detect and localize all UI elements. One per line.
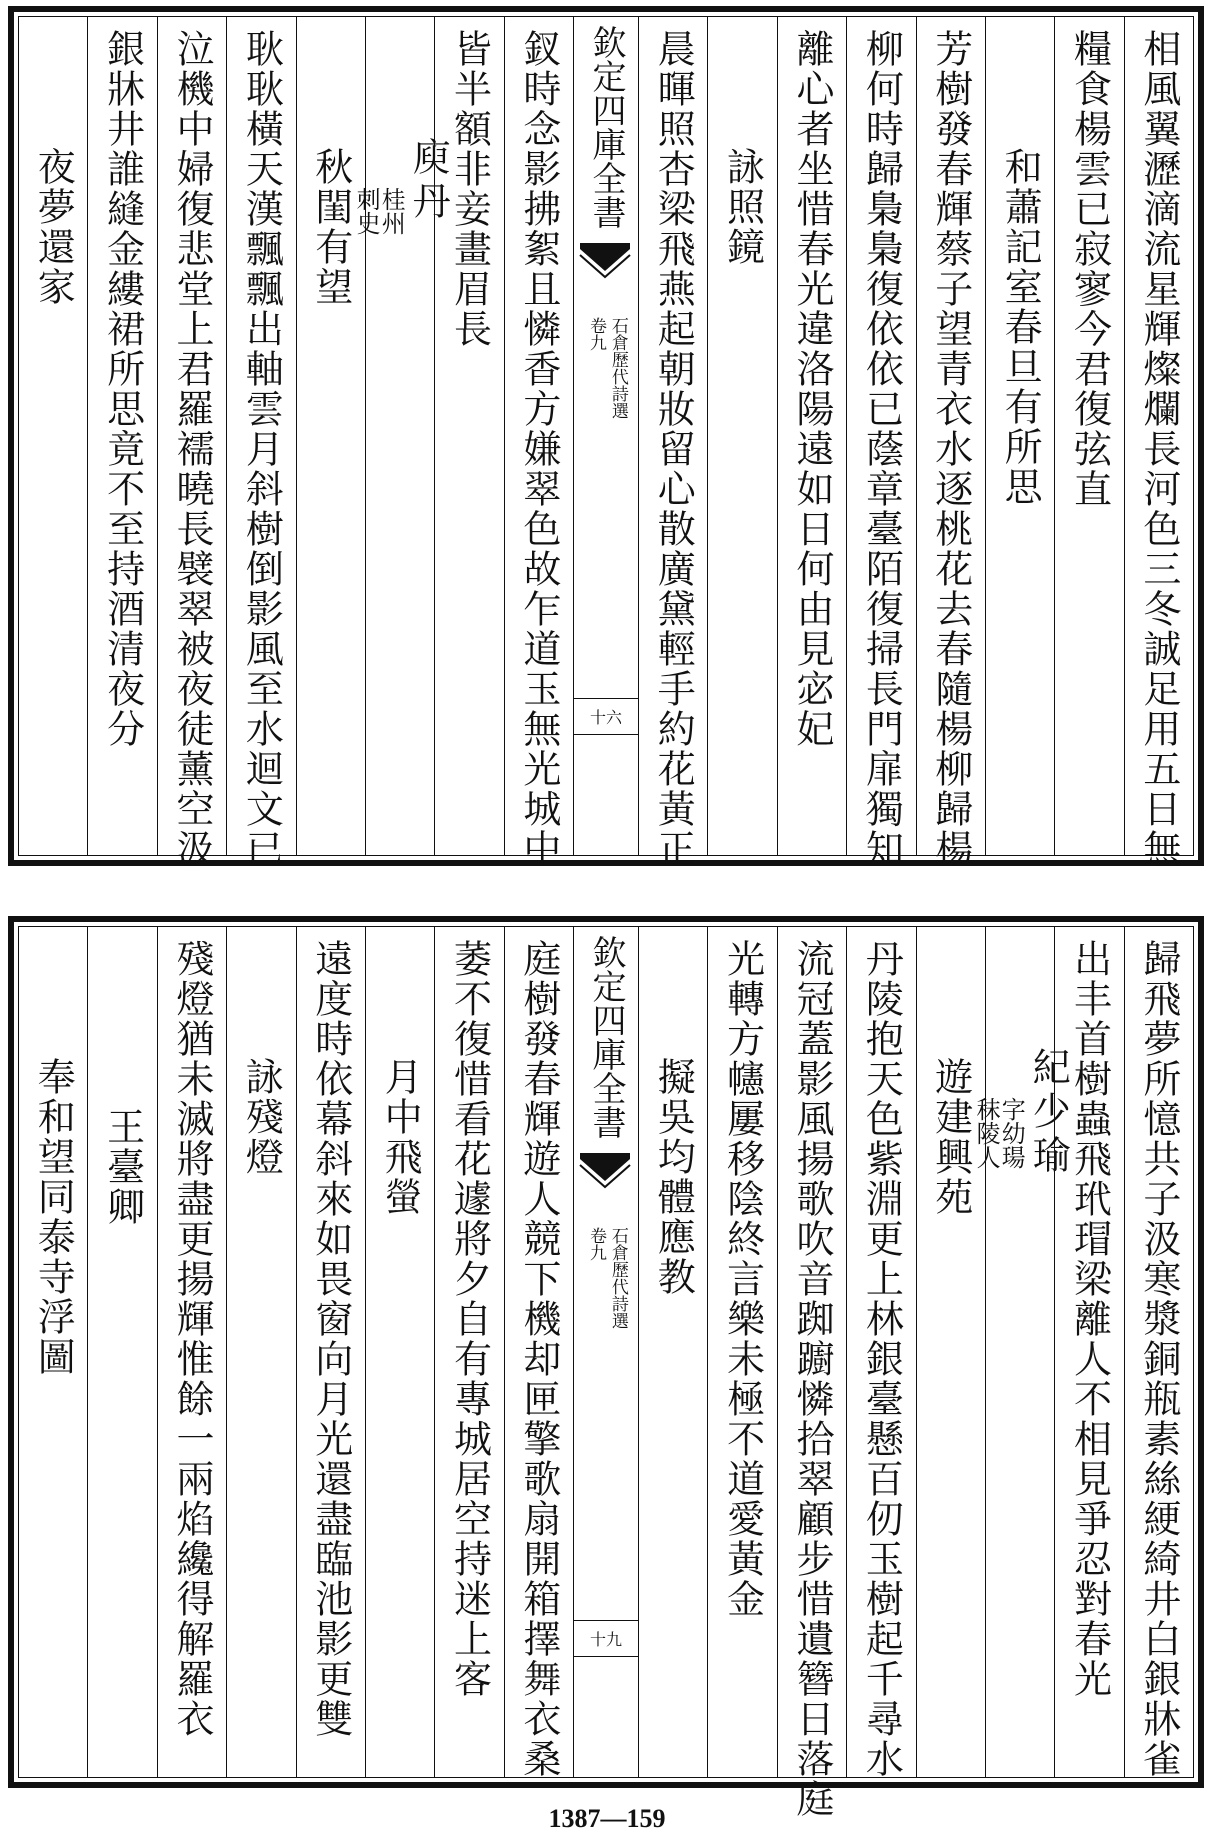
folio-number: 十九 [574,1620,638,1657]
poem-title: 秋閨有望 [308,147,353,307]
verse-line: 殘燈猶未滅將盡更揚輝惟餘一兩焰纔得解羅衣 [169,939,214,1739]
author-note-line: 字幼瑒 [997,1097,1026,1169]
book-title: 欽定四庫全書 [586,935,626,1139]
text-column [87,17,156,855]
text-column [777,927,846,1819]
author-note-line: 刺史 [352,187,381,235]
edition-meta [586,1227,626,1329]
text-column [504,17,573,869]
fish-tail-mark-icon [580,1153,630,1193]
text-column [846,927,915,1777]
text-column [87,927,156,1777]
text-column [296,927,365,1777]
text-column [19,927,87,1777]
text-column [19,17,87,855]
text-column [638,927,707,1777]
verse-line: 庭樹發春輝遊人競下機却匣擎歌扇開箱擇舞衣桑 [516,939,561,1779]
author-name: 庾丹 [406,137,451,225]
poem-title: 月中飛螢 [378,1057,423,1217]
volume-label: 卷九 [586,317,606,351]
center-fold [573,927,638,1777]
verse-line: 皆半額非妾畫眉長 [447,29,492,349]
fish-tail-mark-icon [580,243,630,283]
verse-line: 銀牀井誰縫金縷裙所思竟不至持酒清夜分 [100,29,145,749]
author-note-line: 桂州 [377,187,406,235]
poem-title: 奉和望同泰寺浮圖 [31,1057,76,1377]
text-column [157,927,226,1777]
text-column [707,17,776,855]
author-entry [352,137,451,235]
verse-line: 流冠蓋影風揚歌吹音踟躕憐拾翠顧步惜遺簪日落庭 [789,939,834,1819]
verse-line: 糧食楊雲已寂寥今君復弦直 [1067,29,1112,509]
text-column [504,927,573,1777]
verse-line: 釵時念影拂絮且憐香方嫌翠色故乍道玉無光城中 [516,29,561,869]
poem-title: 詠殘燈 [239,1057,284,1177]
text-column [157,17,226,869]
verse-line: 萎不復惜看花遽將夕自有專城居空持迷上客 [447,939,492,1699]
poem-title: 遊建興苑 [928,1057,973,1217]
verse-line: 耿耿橫天漢飄飄出軸雲月斜樹倒影風至水迴文已 [239,29,284,869]
text-column [916,927,985,1777]
text-column [916,17,985,869]
center-fold [573,17,638,855]
text-column [365,927,434,1777]
poem-title: 和蕭記室春旦有所思 [998,147,1043,507]
volume-label: 卷九 [586,1227,606,1261]
text-column [1124,17,1193,869]
author-name: 紀少瑜 [1026,1047,1071,1179]
verse-line: 晨暉照杏梁飛燕起朝妝留心散廣黛輕手約花黃正 [651,29,696,869]
text-column [638,17,707,869]
text-column [972,927,1071,1777]
verse-line: 泣機中婦復悲堂上君羅襦曉長襞翠被夜徒薰空汲 [169,29,214,869]
author-note-line: 秣陵人 [972,1097,1001,1169]
verse-line: 離心者坐惜春光違洛陽遠如日何由見宓妃 [789,29,834,749]
verse-line: 相風翼瀝滴流星輝燦爛長河色三冬誠足用五日無 [1136,29,1181,869]
page-number: 1387—159 [548,1804,666,1833]
anthology-title: 石倉歷代詩選 [607,1227,628,1329]
text-column [434,927,503,1777]
verse-line: 芳樹發春輝蔡子望青衣水逐桃花去春隨楊柳歸楊 [928,29,973,869]
text-column [985,17,1054,855]
text-column [226,927,295,1777]
text-column [707,927,776,1777]
poem-title: 擬吳均體應教 [651,1057,696,1297]
verse-line: 歸飛夢所憶共子汲寒漿銅瓶素絲綆綺井白銀牀雀 [1136,939,1181,1779]
text-column [296,17,365,855]
text-column [1124,927,1193,1777]
anthology-title: 石倉歷代詩選 [607,317,628,419]
text-column [846,17,915,869]
poem-title: 夜夢還家 [31,147,76,307]
author-name: 王臺卿 [100,1107,145,1227]
edition-meta [586,317,626,419]
author-entry [972,1047,1071,1179]
verse-line: 光轉方幰屢移陰終言樂未極不道愛黃金 [720,939,765,1619]
verse-line: 遠度時依幕斜來如畏窗向月光還盡臨池影更雙 [308,939,353,1739]
verse-line: 丹陵抱天色紫淵更上林銀臺懸百仞玉樹起千尋水 [859,939,904,1779]
text-column [352,17,451,855]
top-book-page [8,6,1204,869]
text-column [1054,17,1123,855]
text-column [226,17,295,869]
poem-title: 詠照鏡 [720,147,765,267]
folio-number: 十六 [574,698,638,735]
verse-line: 柳何時歸梟梟復依依已蔭章臺陌復掃長門扉獨知 [859,29,904,869]
text-column [777,17,846,855]
book-title: 欽定四庫全書 [586,25,626,229]
verse-line: 出丰首樹蟲飛玳瑁梁離人不相見爭忍對春光 [1067,939,1112,1699]
